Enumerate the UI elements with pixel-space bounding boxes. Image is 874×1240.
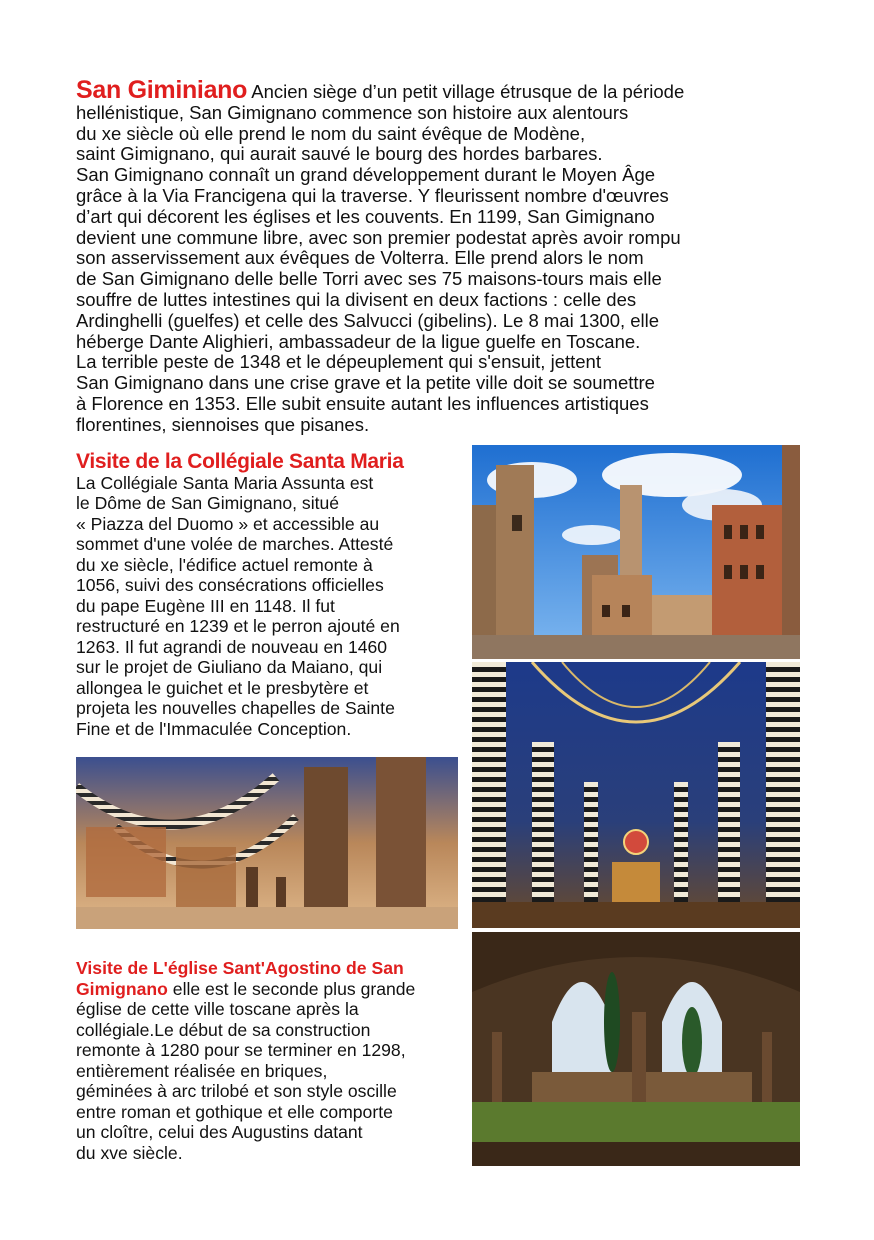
agostino-line: église de cette ville toscane après la [76, 999, 359, 1019]
agostino-line: entre roman et gothique et elle comporte [76, 1101, 393, 1122]
intro-line: devient une commune libre, avec son premier podestat après avoir rompu [76, 226, 681, 248]
intro-line: à Florence en 1353. Elle subit ensuite autant les influences artistiques [76, 392, 649, 414]
cloister-photo [472, 932, 800, 1166]
agostino-text-first: elle est le seconde plus grande [167, 978, 416, 999]
collegiale-line: allongea le guichet et le presbytère et [76, 677, 369, 698]
agostino-paragraph [76, 999, 468, 1163]
agostino-section [76, 958, 468, 1163]
agostino-heading: Visite de L'église Sant'Agostino de San [76, 958, 404, 978]
agostino-line: un cloître, celui des Augustins datant [76, 1122, 363, 1142]
collegiale-line: sommet d'une volée de marches. Attesté [76, 534, 394, 554]
intro-line: du xe siècle où elle prend le nom du saint évêque de Modène, [76, 122, 586, 144]
piazza-towers-photo [472, 445, 800, 659]
collegiale-line: du xe siècle, l'édifice actuel remonte à [76, 554, 373, 575]
agostino-heading-cont: Gimignano [76, 978, 168, 999]
collegiale-line: La Collégiale Santa Maria Assunta est [76, 472, 374, 493]
intro-line: grâce à la Via Francigena qui la traverse. Y fleurissent nombre d'œuvres [76, 184, 669, 206]
page-title: San Giminiano [76, 76, 248, 104]
collegiale-line: du pape Eugène III en 1148. Il fut [76, 595, 335, 616]
collegiale-heading: Visite de la Collégiale Santa Maria [76, 450, 404, 473]
agostino-line: du xve siècle. [76, 1142, 183, 1163]
intro-line: souffre de luttes intestines qui la divisent en deux factions : celle des [76, 288, 637, 310]
agostino-line-2 [76, 979, 468, 1000]
collegiale-line: restructuré en 1239 et le perron ajouté en [76, 616, 400, 636]
intro-line: son asservissement aux évêques de Volterra. Elle prend alors le nom [76, 247, 644, 269]
collegiate-nave-wide-photo [76, 757, 458, 929]
agostino-line: remonte à 1280 pour se terminer en 1298, [76, 1040, 406, 1060]
intro-section [76, 76, 816, 436]
intro-first-line [76, 76, 816, 104]
cathedral-nave-photo [472, 662, 800, 928]
collegiale-line: « Piazza del Duomo » et accessible au [76, 513, 380, 534]
intro-text-first: Ancien siège d’un petit village étrusque de la période [247, 81, 685, 102]
intro-line: de San Gimignano delle belle Torri avec ses 75 maisons-tours mais elle [76, 268, 662, 290]
collegiale-line: sur le projet de Giuliano da Maiano, qui [76, 657, 383, 677]
intro-line: Ardinghelli (guelfes) et celle des Salvucci (gibelins). Le 8 mai 1300, elle [76, 309, 660, 331]
agostino-line: entièrement réalisée en briques, [76, 1060, 328, 1081]
intro-line: San Gimignano dans une crise grave et la petite ville doit se soumettre [76, 372, 655, 394]
intro-line: d’art qui décorent les églises et les couvents. En 1199, San Gimignano [76, 205, 655, 227]
intro-line: florentines, siennoises que pisanes. [76, 413, 370, 435]
intro-line: saint Gimignano, qui aurait sauvé le bourg des hordes barbares. [76, 143, 603, 165]
intro-line: San Gimignano connaît un grand développement durant le Moyen Âge [76, 164, 656, 186]
collegiale-line: 1263. Il fut agrandi de nouveau en 1460 [76, 636, 388, 657]
agostino-line: collégiale.Le début de sa construction [76, 1019, 371, 1040]
agostino-line: géminées à arc trilobé et son style oscille [76, 1081, 397, 1101]
collegiale-line: 1056, suivi des consécrations officielles [76, 575, 384, 595]
collegiale-line: Fine et de l'Immaculée Conception. [76, 718, 352, 739]
collegiale-line: le Dôme de San Gimignano, situé [76, 493, 340, 513]
intro-line: héberge Dante Alighieri, ambassadeur de la ligue guelfe en Toscane. [76, 330, 641, 352]
collegiale-section [76, 452, 468, 739]
collegiale-line: projeta les nouvelles chapelles de Sainte [76, 698, 395, 718]
intro-line: hellénistique, San Gimignano commence son histoire aux alentours [76, 101, 629, 123]
intro-paragraph [76, 103, 816, 436]
collegiale-paragraph [76, 473, 468, 740]
intro-line: La terrible peste de 1348 et le dépeuplement qui s'ensuit, jettent [76, 351, 601, 373]
